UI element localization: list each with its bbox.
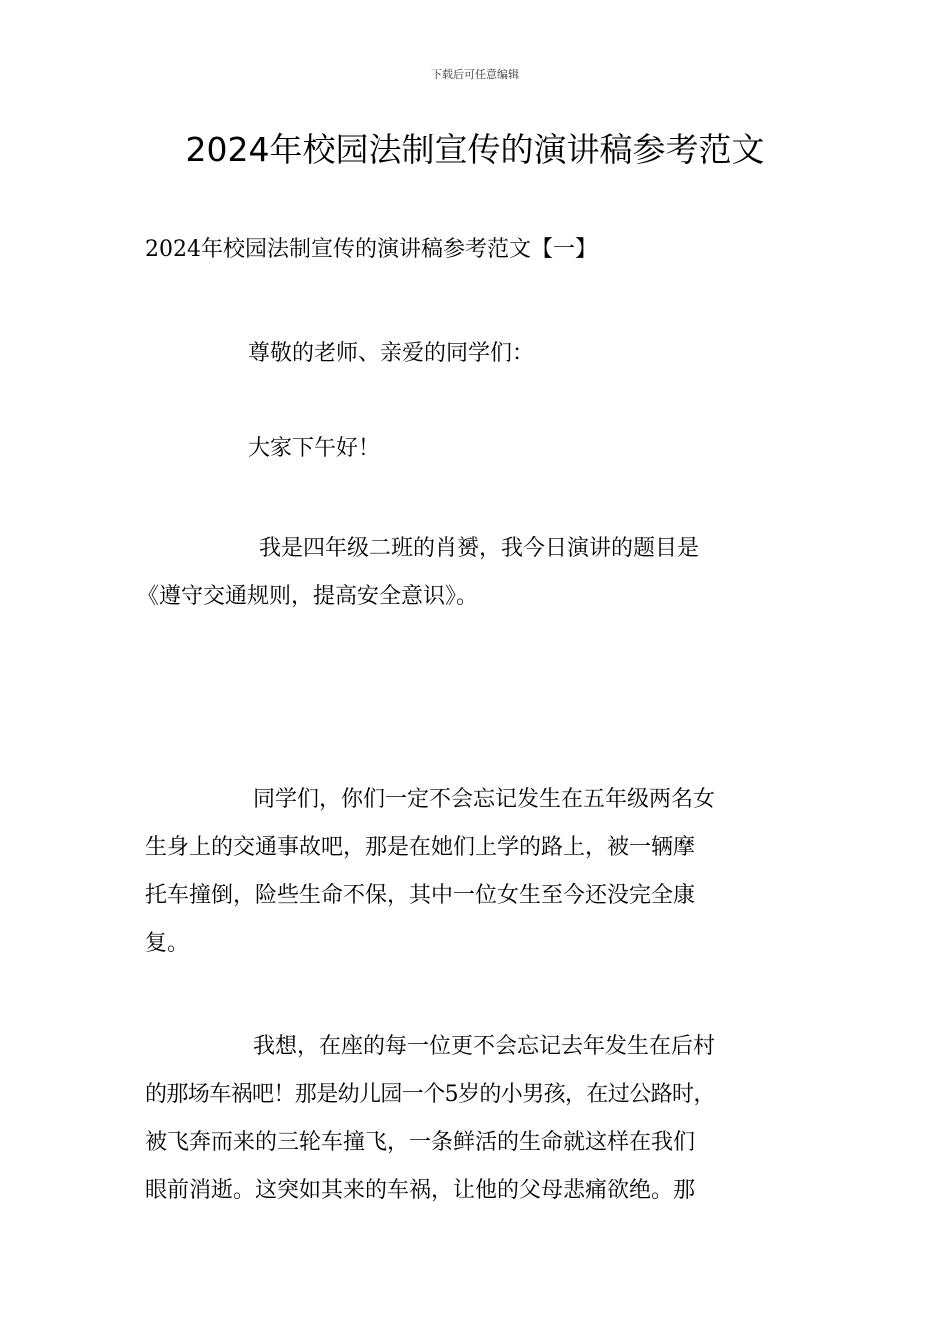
accident-line: 生身上的交通事故吧，那是在她们上学的路上，被一辆摩 — [145, 835, 696, 860]
intro-line: 《遵守交通规则，提高安全意识》。 — [137, 584, 479, 609]
salutation-paragraph — [145, 425, 810, 473]
accident-paragraph — [145, 776, 810, 968]
accident-line: 复。 — [145, 931, 190, 956]
village-line: 我想，在座的每一位更不会忘记去年发生在后村 — [253, 1034, 716, 1059]
section-heading: 2024年校园法制宣传的演讲稿参考范文【一】 — [145, 237, 597, 262]
document-title: 2024年校园法制宣传的演讲稿参考范文 — [185, 130, 765, 169]
village-paragraph — [145, 1023, 810, 1215]
intro-line: 我是四年级二班的肖赟，我今日演讲的题目是 — [259, 536, 700, 561]
greeting-line: 尊敬的老师、亲爱的同学们： — [248, 341, 535, 366]
accident-line: 同学们，你们一定不会忘记发生在五年级两名女 — [253, 787, 716, 812]
village-line: 眼前消逝。这突如其来的车祸，让他的父母悲痛欲绝。那 — [145, 1178, 696, 1203]
page-header-note: 下载后可任意编辑 — [431, 68, 519, 81]
greeting-paragraph — [145, 330, 810, 378]
intro-paragraph — [137, 525, 810, 621]
village-line: 的那场车祸吧！那是幼儿园一个5岁的小男孩，在过公路时， — [145, 1082, 715, 1107]
salutation-line: 大家下午好！ — [248, 436, 381, 461]
accident-line: 托车撞倒，险些生命不保，其中一位女生至今还没完全康 — [145, 883, 696, 908]
village-line: 被飞奔而来的三轮车撞飞，一条鲜活的生命就这样在我们 — [145, 1130, 696, 1155]
